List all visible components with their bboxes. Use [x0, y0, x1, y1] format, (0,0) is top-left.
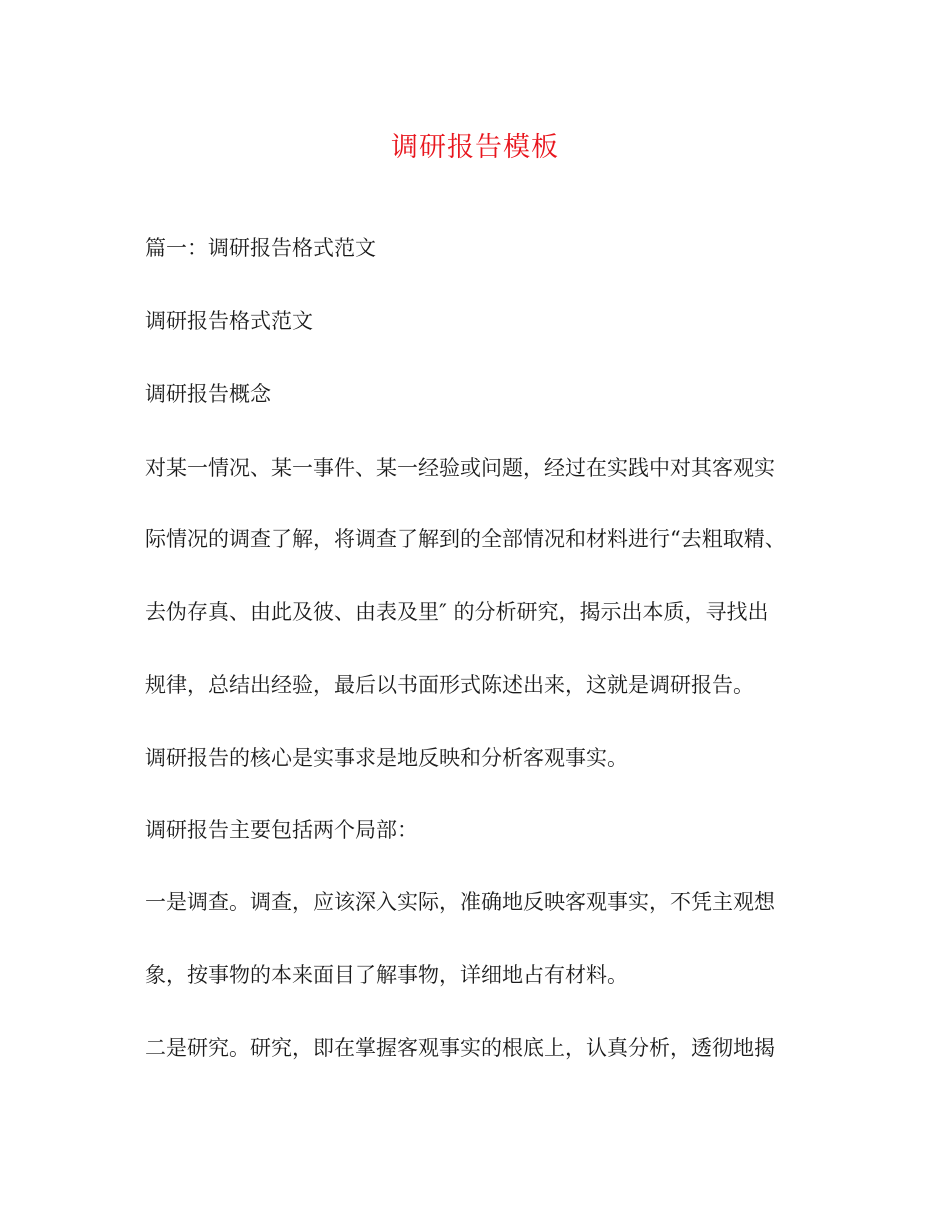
paragraph-line: 际情况的调查了解，将调查了解到的全部情况和材料进行“去粗取精、	[145, 527, 786, 551]
section-heading: 篇一：调研报告格式范文	[145, 236, 376, 260]
paragraph-line: 规律，总结出经验，最后以书面形式陈述出来，这就是调研报告。	[145, 673, 754, 697]
paragraph-line: 对某一情况、某一事件、某一经验或问题，经过在实践中对其客观实	[145, 456, 775, 480]
paragraph-line: 一是调查。调查，应该深入实际，准确地反映客观事实，不凭主观想	[145, 890, 775, 914]
subheading: 调研报告概念	[145, 382, 271, 406]
subheading: 调研报告格式范文	[145, 309, 313, 333]
document-title: 调研报告模板	[391, 132, 559, 163]
paragraph-line: 去伪存真、由此及彼、由表及里″ 的分析研究，揭示出本质，寻找出	[145, 600, 769, 624]
paragraph-line: 调研报告的核心是实事求是地反映和分析客观事实。	[145, 746, 628, 770]
paragraph-line: 象，按事物的本来面目了解事物，详细地占有材料。	[145, 963, 628, 987]
paragraph-line: 二是研究。研究，即在掌握客观事实的根底上，认真分析，透彻地揭	[145, 1036, 775, 1060]
paragraph-line: 调研报告主要包括两个局部：	[145, 818, 418, 842]
